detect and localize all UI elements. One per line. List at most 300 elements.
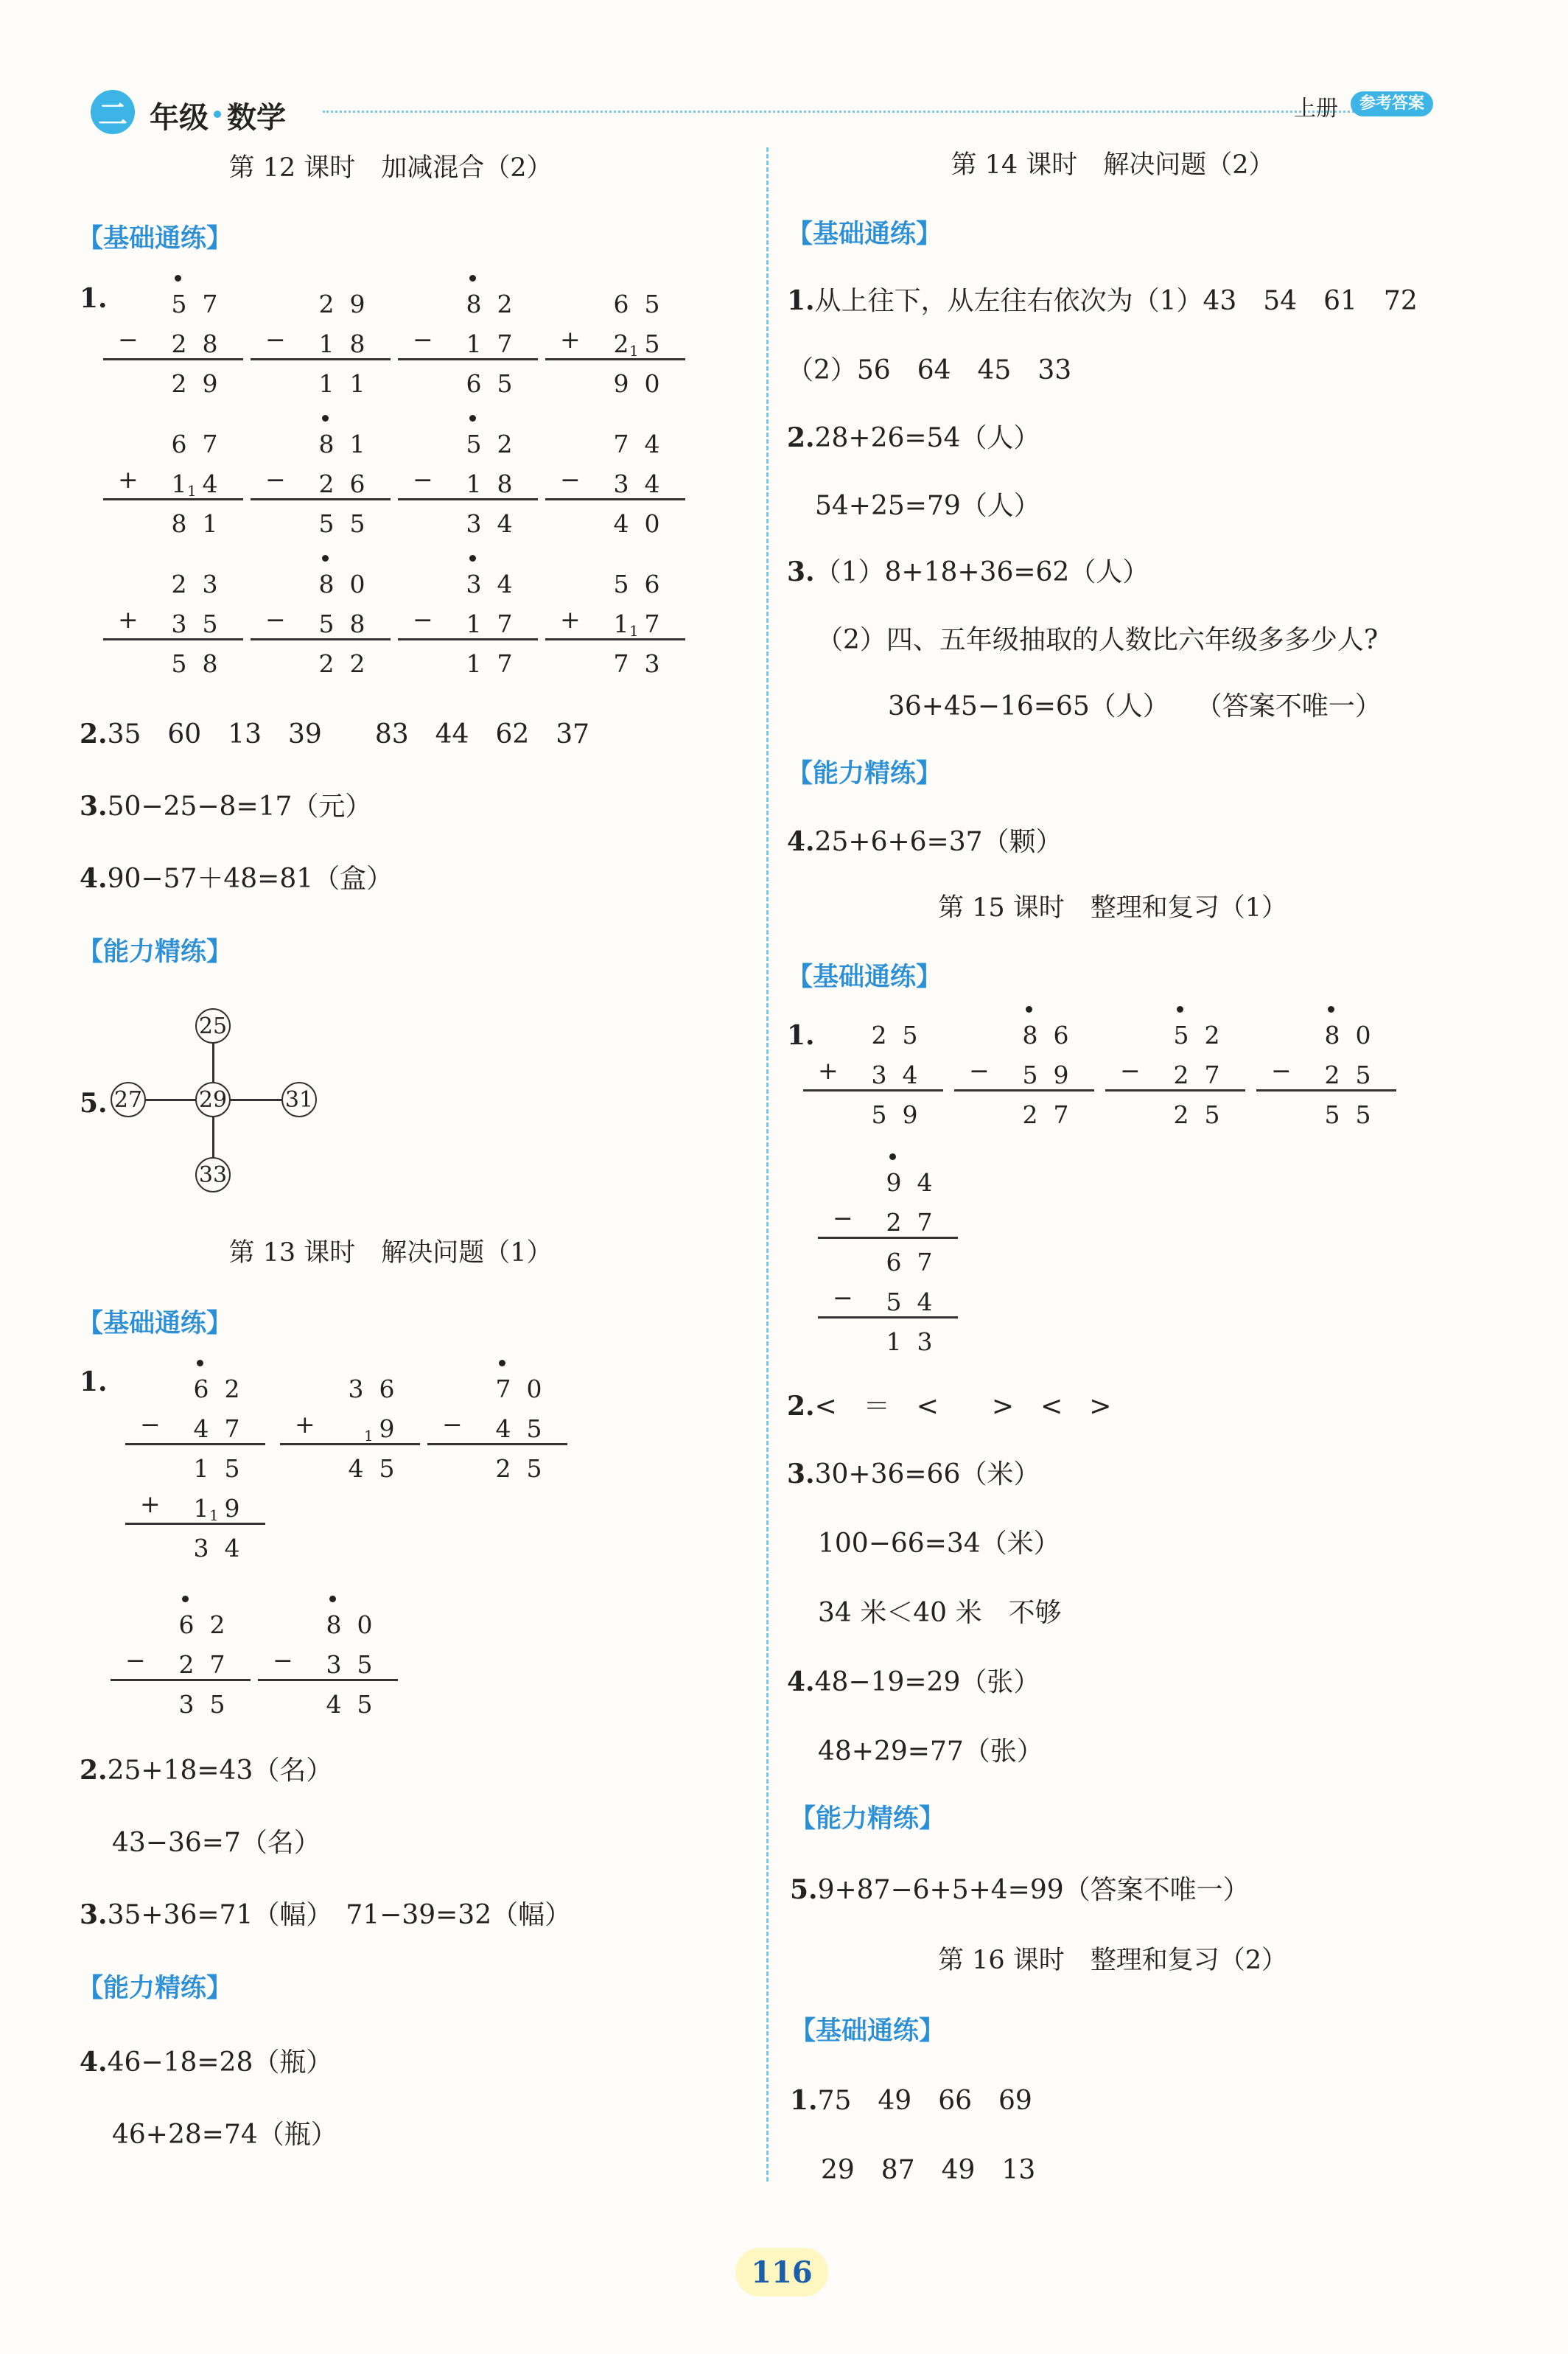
s12-q1-label: 1. xyxy=(80,283,108,314)
s15-q3b: 100−66=34（米） xyxy=(818,1529,1060,1559)
s12-ability-tag: 【能力精练】 xyxy=(77,937,233,967)
digit: 2 xyxy=(224,1375,240,1403)
digit: 2 xyxy=(886,1208,902,1237)
s16-q1-num: 1. xyxy=(790,2085,818,2116)
s15-ability-tag: 【能力精练】 xyxy=(790,1804,945,1834)
result-row xyxy=(398,498,538,538)
s14-q2b: 54+25=79（人） xyxy=(815,491,1040,521)
grade-circle: 二 xyxy=(91,90,135,134)
minuend-row xyxy=(251,559,391,598)
vertical-calculation xyxy=(818,1157,958,1356)
borrow-dot xyxy=(175,275,181,282)
header xyxy=(87,87,1457,140)
digit: 2 xyxy=(209,1610,225,1639)
digit: 1 xyxy=(466,329,482,358)
digit: 2 xyxy=(318,290,335,318)
vertical-calculation xyxy=(545,559,685,678)
minuend-row xyxy=(398,419,538,458)
digit: 5 1 xyxy=(629,329,660,360)
header-subject: 数学 xyxy=(227,101,286,135)
borrow-dot xyxy=(1026,1006,1032,1013)
s15-title: 第 15 课时 整理和复习（1） xyxy=(937,893,1288,923)
s14-q3-a: （1）8+18+36=62（人） xyxy=(814,557,1149,587)
result-row xyxy=(103,498,243,538)
borrow-dot xyxy=(469,415,476,422)
operand-row xyxy=(818,1197,958,1237)
digit: 7 xyxy=(202,290,218,318)
s12-q3 xyxy=(80,786,371,823)
minuend-row xyxy=(1256,1010,1396,1049)
header-badge: 参考答案 xyxy=(1351,91,1433,116)
digit: 5 xyxy=(613,570,629,598)
diagram-top-node: 25 xyxy=(195,1008,231,1044)
digit: 5 xyxy=(349,509,365,538)
vertical-calculation xyxy=(1105,1010,1245,1129)
carry-mark: 1 xyxy=(629,342,639,360)
result-row xyxy=(398,638,538,678)
minuend-row xyxy=(545,559,685,598)
result-row xyxy=(280,1443,420,1483)
vertical-calculation xyxy=(251,559,391,678)
minuend-row xyxy=(954,1010,1094,1049)
result-row xyxy=(251,498,391,538)
digit: 5 xyxy=(202,610,218,638)
s15-q2-num: 2. xyxy=(787,1391,815,1422)
result-row xyxy=(1256,1089,1396,1129)
vertical-calculation xyxy=(258,1599,398,1719)
s13-q1-label: 1. xyxy=(80,1366,108,1397)
digit: 5 xyxy=(318,509,335,538)
minuend-row xyxy=(427,1363,567,1403)
result-row xyxy=(545,498,685,538)
operator-sign: + xyxy=(295,1410,315,1439)
s13-q3 xyxy=(80,1894,571,1932)
s13-q2-num: 2. xyxy=(80,1755,108,1786)
digit: 4 xyxy=(495,1414,511,1443)
digit: 7 xyxy=(613,649,629,678)
digit: 1 xyxy=(171,469,187,498)
digit: 8 xyxy=(311,570,342,598)
operator-sign: − xyxy=(1271,1056,1292,1085)
s12-q4 xyxy=(80,858,393,895)
digit: 5 xyxy=(886,1288,902,1316)
minuend-row xyxy=(103,279,243,318)
digit: 3 xyxy=(644,649,660,678)
minuend-row xyxy=(258,1599,398,1639)
digit: 8 xyxy=(318,1610,349,1639)
digit: 4 xyxy=(497,570,513,598)
digit: 6 xyxy=(171,1610,202,1639)
digit: 8 xyxy=(202,329,218,358)
s15-q5-num: 5. xyxy=(790,1874,818,1905)
operator-sign: + xyxy=(560,325,581,354)
vertical-calculation xyxy=(398,419,538,538)
borrow-dot xyxy=(889,1153,896,1160)
s12-q4-text: 90−57＋48=81（盒） xyxy=(107,864,393,894)
s12-q3-text: 50−25−8=17（元） xyxy=(107,792,372,822)
operand-row xyxy=(803,1049,943,1089)
s15-q2-text: < ＝ < > < > xyxy=(814,1391,1112,1422)
operand-row xyxy=(125,1403,265,1443)
digit: 9 1 xyxy=(364,1414,395,1445)
digit: 9 xyxy=(1053,1061,1069,1089)
digit: 6 xyxy=(349,469,365,498)
carry-mark: 1 xyxy=(187,482,197,500)
digit: 4 xyxy=(613,509,629,538)
s12-q2 xyxy=(80,713,589,751)
digit: 8 xyxy=(311,430,342,458)
s15-q3a xyxy=(787,1453,1040,1491)
s15-q3c: 34 米＜40 米 不够 xyxy=(818,1598,1062,1628)
digit: 8 xyxy=(349,610,365,638)
digit: 8 xyxy=(349,329,365,358)
digit: 5 xyxy=(1355,1061,1371,1089)
header-volume: 上册 xyxy=(1294,96,1338,122)
digit: 0 xyxy=(644,369,660,398)
digit: 5 xyxy=(1324,1100,1340,1129)
digit: 4 xyxy=(917,1168,933,1197)
s15-q4b: 48+29=77（张） xyxy=(818,1736,1043,1767)
digit: 2 xyxy=(497,290,513,318)
s14-q1-a: 从上往下，从左往右依次为（1）43 54 61 72 xyxy=(814,286,1418,316)
s13-q4-num: 4. xyxy=(80,2047,108,2078)
digit: 9 xyxy=(902,1100,918,1129)
digit: 8 xyxy=(1015,1021,1046,1049)
operator-sign: − xyxy=(413,605,433,634)
diagram-right-node: 31 xyxy=(281,1082,317,1117)
digit: 8 xyxy=(458,290,489,318)
vertical-calculation xyxy=(111,1599,251,1719)
s14-q1-num: 1. xyxy=(787,285,815,316)
digit: 5 xyxy=(1355,1100,1371,1129)
s12-q4-num: 4. xyxy=(80,863,108,894)
digit: 2 xyxy=(1173,1061,1189,1089)
result-row xyxy=(427,1443,567,1483)
digit: 3 xyxy=(348,1375,364,1403)
minuend-row xyxy=(103,419,243,458)
digit: 5 xyxy=(526,1414,542,1443)
result-row xyxy=(545,638,685,678)
s15-q1-calcs xyxy=(803,1010,1452,1363)
s15-q5 xyxy=(790,1869,1250,1907)
s14-q4 xyxy=(787,821,1063,859)
digit: 7 xyxy=(1053,1100,1069,1129)
minuend-row xyxy=(545,279,685,318)
digit: 2 xyxy=(1204,1021,1220,1049)
digit: 6 xyxy=(886,1248,902,1276)
s14-q1a xyxy=(787,280,1418,318)
operand-row xyxy=(545,318,685,358)
s14-q2-num: 2. xyxy=(787,422,815,453)
digit: 3 xyxy=(871,1061,887,1089)
digit: 3 xyxy=(458,570,489,598)
operand-row xyxy=(103,318,243,358)
carry-mark: 1 xyxy=(629,622,639,640)
minuend-row xyxy=(803,1010,943,1049)
operand-row xyxy=(954,1049,1094,1089)
digit: 5 xyxy=(318,610,335,638)
digit: 5 xyxy=(209,1690,225,1719)
digit: 6 xyxy=(379,1375,395,1403)
digit: 6 xyxy=(644,570,660,598)
vertical-calculation xyxy=(545,279,685,398)
digit: 1 xyxy=(349,430,365,458)
vertical-calculation xyxy=(251,419,391,538)
header-grade-label: 年级 xyxy=(150,101,209,135)
digit: 7 xyxy=(613,430,629,458)
operand-row xyxy=(251,318,391,358)
result-row xyxy=(258,1679,398,1719)
digit: 4 xyxy=(902,1061,918,1089)
s13-q3-text: 35+36=71（幅） 71−39=32（幅） xyxy=(107,1900,572,1930)
digit: 7 xyxy=(917,1248,933,1276)
borrow-dot xyxy=(329,1596,336,1602)
digit: 4 xyxy=(644,430,660,458)
s12-q5-label: 5. xyxy=(80,1088,108,1119)
vertical-calculation xyxy=(103,559,243,678)
digit: 5 xyxy=(379,1454,395,1483)
operator-sign: − xyxy=(118,325,139,354)
digit: 5 xyxy=(164,290,195,318)
borrow-dot xyxy=(322,415,329,422)
vertical-calculation xyxy=(398,279,538,398)
digit: 0 xyxy=(526,1375,542,1403)
operand-row xyxy=(258,1639,398,1679)
carry-mark: 1 xyxy=(364,1427,374,1445)
digit: 1 xyxy=(466,649,482,678)
result-row xyxy=(398,358,538,398)
digit: 3 xyxy=(466,509,482,538)
result-row xyxy=(251,358,391,398)
s13-q4a xyxy=(80,2042,332,2079)
digit: 6 xyxy=(613,290,629,318)
minuend-row xyxy=(111,1599,251,1639)
s12-q3-num: 3. xyxy=(80,791,108,822)
s12-q5-diagram xyxy=(111,1008,317,1197)
operator-sign: + xyxy=(818,1056,839,1085)
operand-row xyxy=(398,318,538,358)
operator-sign: + xyxy=(118,605,139,634)
digit: 0 xyxy=(644,509,660,538)
operator-sign: − xyxy=(1120,1056,1141,1085)
vertical-calculation xyxy=(103,279,243,398)
digit: 1 xyxy=(318,369,335,398)
operator-sign: − xyxy=(140,1410,161,1439)
diagram-center-node: 29 xyxy=(195,1082,231,1117)
s15-q3-num: 3. xyxy=(787,1459,815,1489)
s14-q3a xyxy=(787,551,1149,589)
digit: 9 xyxy=(878,1168,909,1197)
operand-row-2 xyxy=(818,1276,958,1316)
s13-q2a xyxy=(80,1750,332,1787)
operand-row xyxy=(251,458,391,498)
operator-sign: − xyxy=(125,1646,146,1674)
digit: 0 xyxy=(349,570,365,598)
vertical-calculation xyxy=(103,419,243,538)
borrow-dot xyxy=(469,275,476,282)
digit: 8 xyxy=(171,509,187,538)
digit: 6 xyxy=(1053,1021,1069,1049)
operator-sign: + xyxy=(118,465,139,494)
result-row xyxy=(103,358,243,398)
digit: 7 xyxy=(497,329,513,358)
digit: 9 xyxy=(613,369,629,398)
s12-title: 第 12 课时 加减混合（2） xyxy=(228,153,553,183)
operator-sign: − xyxy=(560,465,581,494)
digit: 4 xyxy=(644,469,660,498)
digit: 1 xyxy=(202,509,218,538)
minuend-row xyxy=(280,1363,420,1403)
digit: 2 xyxy=(613,329,629,358)
operator-sign: − xyxy=(833,1283,853,1312)
minuend-row xyxy=(818,1157,958,1197)
s12-q2-num: 2. xyxy=(80,719,108,750)
digit: 2 xyxy=(1173,1100,1189,1129)
digit: 3 xyxy=(613,469,629,498)
s14-q3-num: 3. xyxy=(787,556,815,587)
s16-q1a xyxy=(790,2080,1032,2117)
digit: 1 xyxy=(466,469,482,498)
borrow-dot xyxy=(322,555,329,562)
borrow-dot xyxy=(197,1360,203,1366)
digit: 5 xyxy=(357,1650,373,1679)
minuend-row xyxy=(251,419,391,458)
header-dot xyxy=(214,111,221,118)
operand-row xyxy=(103,598,243,638)
diagram-bottom-node: 33 xyxy=(195,1157,231,1192)
digit: 1 xyxy=(193,1494,209,1523)
digit: 2 xyxy=(349,649,365,678)
digit: 5 xyxy=(902,1021,918,1049)
digit: 5 xyxy=(224,1454,240,1483)
s13-ability-tag: 【能力精练】 xyxy=(77,1974,233,2003)
vertical-calculation xyxy=(125,1363,265,1562)
vertical-calculation xyxy=(398,559,538,678)
operand-row-2 xyxy=(125,1483,265,1523)
column-divider xyxy=(766,147,769,2182)
borrow-dot xyxy=(1328,1006,1334,1013)
operator-sign: − xyxy=(969,1056,990,1085)
digit: 3 xyxy=(202,570,218,598)
s16-q1b: 29 87 49 13 xyxy=(821,2155,1036,2185)
digit: 2 xyxy=(497,430,513,458)
result-row-2 xyxy=(125,1523,265,1562)
digit: 7 xyxy=(209,1650,225,1679)
digit: 2 xyxy=(318,469,335,498)
result-row xyxy=(818,1237,958,1276)
operator-sign: − xyxy=(413,465,433,494)
digit: 1 xyxy=(466,610,482,638)
digit: 8 xyxy=(497,469,513,498)
operand-row xyxy=(427,1403,567,1443)
digit: 3 xyxy=(917,1327,933,1356)
borrow-dot xyxy=(182,1596,189,1602)
digit: 7 xyxy=(488,1375,519,1403)
operand-row xyxy=(398,598,538,638)
digit: 9 xyxy=(202,369,218,398)
s13-q1-calcs xyxy=(103,1363,707,1725)
digit: 5 xyxy=(871,1100,887,1129)
digit: 2 xyxy=(171,329,187,358)
operand-row xyxy=(111,1639,251,1679)
digit: 2 xyxy=(171,369,187,398)
digit: 2 xyxy=(1022,1100,1038,1129)
digit: 7 xyxy=(1204,1061,1220,1089)
s13-q2b: 43−36=7（名） xyxy=(112,1828,321,1858)
result-row xyxy=(954,1089,1094,1129)
s15-q4-num: 4. xyxy=(787,1666,815,1697)
digit: 8 xyxy=(202,649,218,678)
digit: 7 xyxy=(497,610,513,638)
operand-row xyxy=(251,598,391,638)
operator-sign: − xyxy=(265,325,286,354)
digit: 8 xyxy=(1317,1021,1348,1049)
operand-row xyxy=(103,458,243,498)
operand-row xyxy=(398,458,538,498)
s16-title: 第 16 课时 整理和复习（2） xyxy=(937,1946,1288,1975)
borrow-dot xyxy=(499,1360,505,1366)
operand-row xyxy=(545,598,685,638)
s13-q4b: 46+28=74（瓶） xyxy=(112,2120,337,2150)
s13-q2-a: 25+18=43（名） xyxy=(107,1756,333,1786)
result-row xyxy=(251,638,391,678)
result-row xyxy=(103,638,243,678)
s14-q3b: （2）四、五年级抽取的人数比六年级多多少人? xyxy=(816,625,1379,655)
result-row xyxy=(1105,1089,1245,1129)
digit: 4 xyxy=(497,509,513,538)
digit: 1 xyxy=(349,369,365,398)
s15-q1-label: 1. xyxy=(787,1020,815,1051)
vertical-calculation xyxy=(280,1363,420,1483)
operator-sign: − xyxy=(273,1646,293,1674)
digit: 4 1 xyxy=(187,469,218,500)
digit: 3 xyxy=(326,1650,342,1679)
digit: 1 xyxy=(193,1454,209,1483)
s15-basic-tag: 【基础通练】 xyxy=(787,963,942,992)
operator-sign: + xyxy=(140,1489,161,1518)
digit: 7 xyxy=(224,1414,240,1443)
digit: 9 1 xyxy=(209,1494,240,1524)
digit: 4 xyxy=(917,1288,933,1316)
operand-row xyxy=(1256,1049,1396,1089)
digit: 6 xyxy=(466,369,482,398)
operator-sign: − xyxy=(413,325,433,354)
operator-sign: − xyxy=(265,605,286,634)
operator-sign: − xyxy=(265,465,286,494)
digit: 2 xyxy=(178,1650,195,1679)
operator-sign: − xyxy=(833,1204,853,1232)
result-row xyxy=(125,1443,265,1483)
digit: 6 xyxy=(171,430,187,458)
s13-q4-a: 46−18=28（瓶） xyxy=(107,2047,333,2078)
digit: 3 xyxy=(171,610,187,638)
diagram-left-node: 27 xyxy=(111,1082,146,1117)
s14-q2-a: 28+26=54（人） xyxy=(814,423,1040,453)
digit: 5 xyxy=(1204,1100,1220,1129)
minuend-row xyxy=(398,279,538,318)
digit: 3 xyxy=(193,1534,209,1562)
s15-q2 xyxy=(787,1386,1111,1423)
s13-title: 第 13 课时 解决问题（1） xyxy=(228,1238,553,1268)
digit: 1 xyxy=(318,329,335,358)
s16-q1-a: 75 49 66 69 xyxy=(817,2086,1032,2116)
operand-row xyxy=(1105,1049,1245,1089)
s14-q4-num: 4. xyxy=(787,826,815,857)
s16-basic-tag: 【基础通练】 xyxy=(790,2016,945,2046)
s14-q3c: 36+45−16=65（人） （答案不唯一） xyxy=(888,691,1382,722)
digit: 5 xyxy=(171,649,187,678)
digit: 4 xyxy=(193,1414,209,1443)
